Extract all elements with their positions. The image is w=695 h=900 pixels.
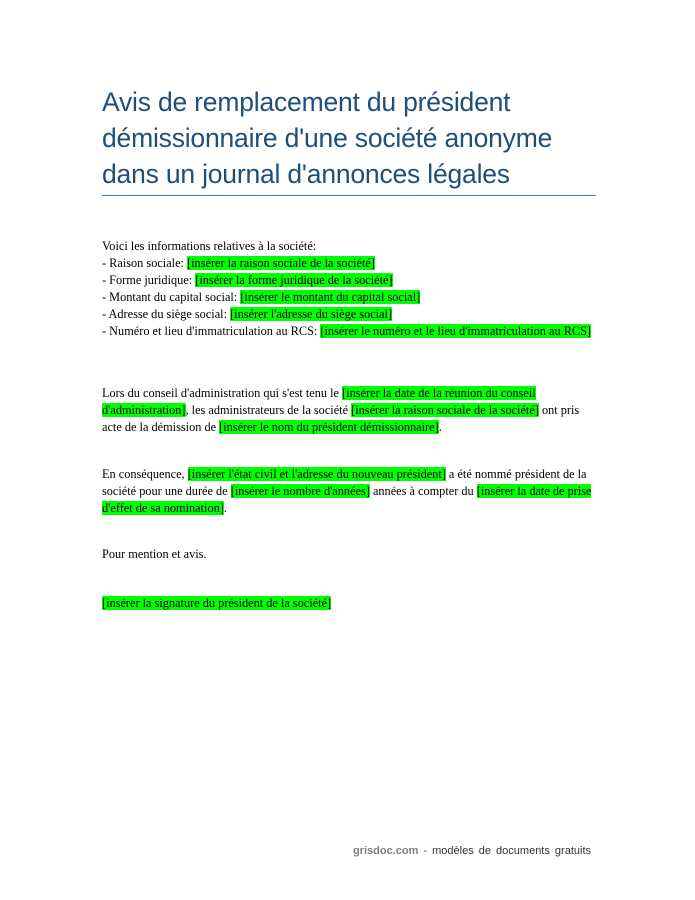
placeholder-field[interactable]: [insérer l'état civil et l'adresse du nouveau président]: [187, 467, 446, 481]
title-divider: [102, 195, 596, 196]
field-label: - Adresse du siège social:: [102, 307, 231, 321]
placeholder-field[interactable]: [insérer l'adresse du siège social]: [230, 307, 393, 321]
placeholder-field[interactable]: [insérer la forme juridique de la société]: [195, 273, 393, 287]
placeholder-field[interactable]: [insérer le nom du président démissionnaire]: [219, 420, 439, 434]
board-meeting-paragraph: [102, 385, 596, 436]
signature-placeholder[interactable]: [insérer la signature du président de la société]: [102, 596, 332, 610]
field-label: - Forme juridique:: [102, 273, 196, 287]
placeholder-field[interactable]: [insérer le numéro et le lieu d'immatriculation au RCS]: [320, 324, 592, 338]
field-label: - Montant du capital social:: [102, 290, 241, 304]
paragraph-text: années à compter du: [369, 484, 477, 498]
field-siege-social: [102, 306, 596, 323]
paragraph-text: En conséquence,: [102, 467, 188, 481]
field-forme-juridique: [102, 272, 596, 289]
paragraph-text: .: [223, 501, 227, 515]
placeholder-field[interactable]: [insérer le nombre d'années]: [230, 484, 370, 498]
placeholder-field[interactable]: [insérer la raison sociale de la société]: [187, 256, 375, 270]
placeholder-field[interactable]: [insérer la date de la réunion du conseil d'administration]: [102, 386, 536, 417]
placeholder-field[interactable]: [insérer la date de prise d'effet de sa nomination]: [102, 484, 592, 515]
closing-text: Pour mention et avis.: [102, 547, 207, 561]
footer-site-link[interactable]: grisdoc.com: [352, 845, 419, 857]
field-capital-social: [102, 289, 596, 306]
field-raison-sociale: [102, 255, 596, 272]
intro-text: Voici les informations relatives à la société:: [102, 239, 317, 253]
company-info-section: [102, 238, 596, 340]
field-rcs: [102, 323, 596, 340]
paragraph-text: a été nommé président de la société pour une durée de: [102, 467, 587, 498]
paragraph-text: .: [438, 420, 442, 434]
paragraph-text: , les administrateurs de la société: [185, 403, 352, 417]
placeholder-field[interactable]: [insérer le montant du capital social]: [240, 290, 421, 304]
signature-block: [102, 595, 596, 612]
page-footer: [353, 845, 591, 857]
placeholder-field[interactable]: [insérer la raison sociale de la société]: [351, 403, 539, 417]
appointment-paragraph: [102, 466, 596, 517]
document-title: Avis de remplacement du président démissionnaire d'une société anonyme dans un journal d'annonces légales: [102, 87, 553, 189]
footer-tagline: - modèles de documents gratuits: [418, 845, 591, 857]
paragraph-text: ont pris acte de la démission de: [102, 403, 580, 434]
paragraph-text: Lors du conseil d'administration qui s'est tenu le: [102, 386, 343, 400]
field-label: - Numéro et lieu d'immatriculation au RCS:: [102, 324, 321, 338]
field-label: - Raison sociale:: [102, 256, 188, 270]
